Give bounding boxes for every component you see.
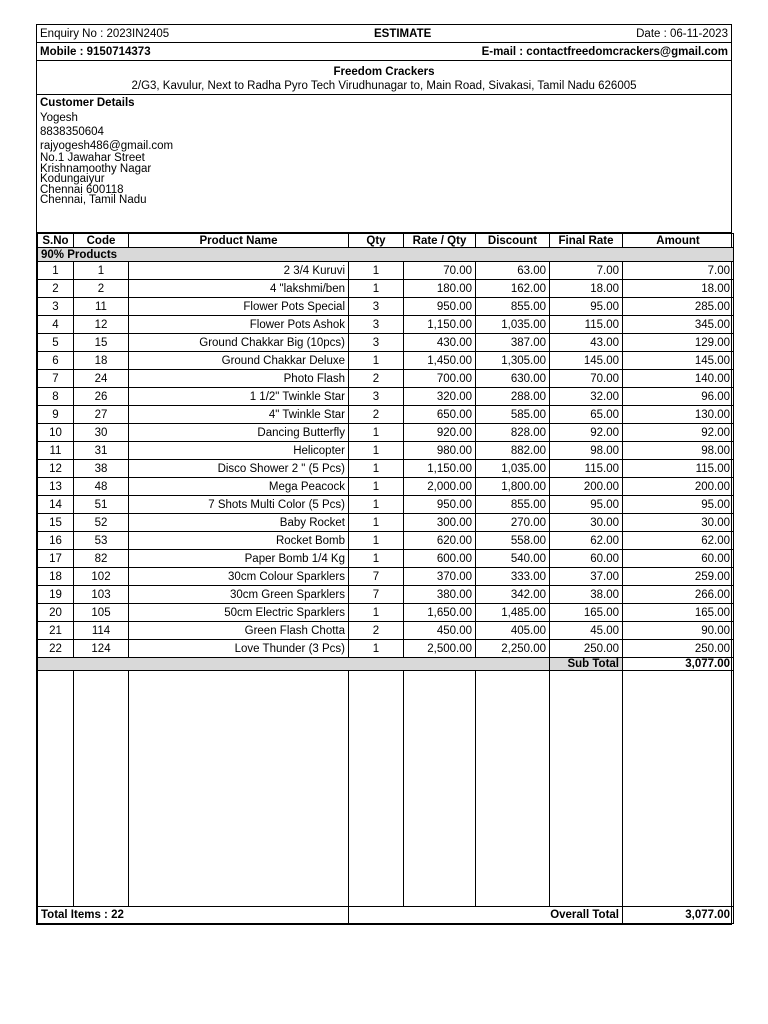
cell-discount: 585.00 [476,406,550,424]
cell-amount: 60.00 [623,550,734,568]
cell-discount: 828.00 [476,424,550,442]
cell-qty: 1 [349,640,404,658]
products-table-body [38,248,734,658]
document-title: ESTIMATE [373,27,432,40]
cell-rate: 950.00 [404,298,476,316]
customer-details [37,95,731,233]
table-row [38,478,734,496]
cell-product-name: 7 Shots Multi Color (5 Pcs) [129,496,349,514]
cell-final-rate: 60.00 [550,550,623,568]
cell-sno: 3 [38,298,74,316]
cell-final-rate: 70.00 [550,370,623,388]
cell-product-name: Paper Bomb 1/4 Kg [129,550,349,568]
subtotal-row [38,658,734,671]
table-row [38,298,734,316]
cell-discount: 342.00 [476,586,550,604]
table-row [38,406,734,424]
cell-code: 51 [74,496,129,514]
cell-amount: 7.00 [623,262,734,280]
cell-code: 82 [74,550,129,568]
cell-qty: 3 [349,334,404,352]
cell-sno: 4 [38,316,74,334]
cell-sno: 14 [38,496,74,514]
col-header-sno: S.No [38,234,74,248]
cell-rate: 320.00 [404,388,476,406]
cell-sno: 10 [38,424,74,442]
cell-amount: 115.00 [623,460,734,478]
cell-product-name: 30cm Green Sparklers [129,586,349,604]
cell-final-rate: 43.00 [550,334,623,352]
cell-final-rate: 65.00 [550,406,623,424]
cell-discount: 540.00 [476,550,550,568]
cell-code: 11 [74,298,129,316]
cell-sno: 22 [38,640,74,658]
cell-amount: 250.00 [623,640,734,658]
cell-qty: 1 [349,442,404,460]
cell-final-rate: 45.00 [550,622,623,640]
cell-code: 15 [74,334,129,352]
cell-discount: 630.00 [476,370,550,388]
cell-discount: 63.00 [476,262,550,280]
col-header-final-rate: Final Rate [550,234,623,248]
cell-qty: 1 [349,604,404,622]
cell-code: 102 [74,568,129,586]
cell-amount: 266.00 [623,586,734,604]
table-row [38,442,734,460]
cell-product-name: 4 "lakshmi/ben [129,280,349,298]
cell-rate: 1,450.00 [404,352,476,370]
category-row [38,248,734,262]
cell-code: 53 [74,532,129,550]
cell-code: 114 [74,622,129,640]
cell-final-rate: 98.00 [550,442,623,460]
table-row [38,586,734,604]
cell-code: 12 [74,316,129,334]
cell-discount: 855.00 [476,298,550,316]
cell-amount: 259.00 [623,568,734,586]
products-table [37,233,734,924]
cell-sno: 13 [38,478,74,496]
cell-rate: 620.00 [404,532,476,550]
cell-sno: 6 [38,352,74,370]
cell-product-name: 2 3/4 Kuruvi [129,262,349,280]
overall-total-value: 3,077.00 [623,907,734,924]
cell-rate: 700.00 [404,370,476,388]
cell-rate: 300.00 [404,514,476,532]
cell-amount: 145.00 [623,352,734,370]
table-row [38,316,734,334]
cell-code: 48 [74,478,129,496]
total-row [38,907,734,924]
cell-code: 1 [74,262,129,280]
cell-sno: 11 [38,442,74,460]
products-table-tail [38,658,734,924]
customer-address-line: Chennai, Tamil Nadu [40,194,147,206]
cell-qty: 1 [349,514,404,532]
cell-sno: 5 [38,334,74,352]
col-header-amount: Amount [623,234,734,248]
estimate-document [36,24,732,925]
cell-qty: 1 [349,262,404,280]
cell-qty: 7 [349,568,404,586]
cell-qty: 3 [349,298,404,316]
cell-final-rate: 115.00 [550,316,623,334]
cell-rate: 600.00 [404,550,476,568]
customer-name: Yogesh [40,112,78,124]
cell-product-name: Flower Pots Ashok [129,316,349,334]
cell-qty: 1 [349,478,404,496]
cell-code: 18 [74,352,129,370]
cell-code: 31 [74,442,129,460]
cell-product-name: Photo Flash [129,370,349,388]
cell-discount: 270.00 [476,514,550,532]
cell-qty: 1 [349,532,404,550]
table-row [38,550,734,568]
cell-product-name: Flower Pots Special [129,298,349,316]
customer-address-line: Krishnamoothy Nagar [40,162,152,175]
cell-discount: 162.00 [476,280,550,298]
customer-address-line: Kodungaiyur [40,173,105,185]
table-row [38,334,734,352]
empty-cell [349,671,404,907]
cell-product-name: Ground Chakkar Big (10pcs) [129,334,349,352]
col-header-product: Product Name [129,234,349,248]
cell-qty: 2 [349,370,404,388]
cell-qty: 3 [349,388,404,406]
category-label: 90% Products [38,248,734,262]
cell-product-name: 50cm Electric Sparklers [129,604,349,622]
cell-discount: 1,485.00 [476,604,550,622]
cell-final-rate: 37.00 [550,568,623,586]
cell-sno: 18 [38,568,74,586]
table-row [38,388,734,406]
cell-discount: 288.00 [476,388,550,406]
mobile-number: Mobile : 9150714373 [40,45,151,58]
cell-sno: 12 [38,460,74,478]
customer-title: Customer Details [40,97,135,109]
cell-amount: 285.00 [623,298,734,316]
table-row [38,514,734,532]
cell-discount: 1,035.00 [476,460,550,478]
customer-phone: 8838350604 [40,126,104,138]
cell-discount: 1,305.00 [476,352,550,370]
cell-rate: 950.00 [404,496,476,514]
cell-qty: 1 [349,352,404,370]
cell-amount: 96.00 [623,388,734,406]
cell-final-rate: 30.00 [550,514,623,532]
cell-rate: 1,150.00 [404,460,476,478]
cell-discount: 2,250.00 [476,640,550,658]
table-row [38,496,734,514]
cell-amount: 90.00 [623,622,734,640]
cell-discount: 1,035.00 [476,316,550,334]
cell-product-name: Rocket Bomb [129,532,349,550]
subtotal-label: Sub Total [550,658,623,671]
table-header-row [38,234,734,248]
cell-amount: 140.00 [623,370,734,388]
customer-address-line: No.1 Jawahar Street [40,152,145,164]
cell-amount: 62.00 [623,532,734,550]
estimate-date: Date : 06-11-2023 [636,27,728,40]
cell-discount: 558.00 [476,532,550,550]
empty-cell [476,671,550,907]
cell-final-rate: 38.00 [550,586,623,604]
cell-final-rate: 115.00 [550,460,623,478]
empty-cell [38,671,74,907]
company-name: Freedom Crackers [333,66,435,78]
cell-rate: 1,150.00 [404,316,476,334]
cell-sno: 17 [38,550,74,568]
cell-final-rate: 62.00 [550,532,623,550]
cell-final-rate: 18.00 [550,280,623,298]
cell-rate: 450.00 [404,622,476,640]
total-items: Total Items : 22 [38,907,349,924]
cell-qty: 2 [349,622,404,640]
cell-amount: 98.00 [623,442,734,460]
customer-address-line: Chennai 600118 [40,183,124,196]
enquiry-number: Enquiry No : 2023IN2405 [40,27,170,40]
cell-final-rate: 165.00 [550,604,623,622]
cell-discount: 855.00 [476,496,550,514]
cell-product-name: Helicopter [129,442,349,460]
cell-amount: 165.00 [623,604,734,622]
table-row [38,604,734,622]
cell-rate: 430.00 [404,334,476,352]
cell-product-name: Love Thunder (3 Pcs) [129,640,349,658]
cell-amount: 18.00 [623,280,734,298]
cell-amount: 345.00 [623,316,734,334]
cell-product-name: Green Flash Chotta [129,622,349,640]
contact-row [37,43,731,61]
cell-amount: 200.00 [623,478,734,496]
table-row [38,424,734,442]
empty-rows-area [38,671,734,907]
cell-sno: 15 [38,514,74,532]
cell-code: 105 [74,604,129,622]
cell-final-rate: 250.00 [550,640,623,658]
cell-sno: 19 [38,586,74,604]
cell-sno: 9 [38,406,74,424]
subtotal-spacer [38,658,550,671]
cell-sno: 20 [38,604,74,622]
col-header-discount: Discount [476,234,550,248]
cell-rate: 1,650.00 [404,604,476,622]
cell-rate: 650.00 [404,406,476,424]
cell-qty: 3 [349,316,404,334]
cell-discount: 882.00 [476,442,550,460]
cell-discount: 333.00 [476,568,550,586]
table-row [38,280,734,298]
cell-amount: 130.00 [623,406,734,424]
cell-discount: 1,800.00 [476,478,550,496]
cell-code: 103 [74,586,129,604]
cell-amount: 95.00 [623,496,734,514]
cell-product-name: Ground Chakkar Deluxe [129,352,349,370]
cell-sno: 8 [38,388,74,406]
cell-rate: 2,500.00 [404,640,476,658]
cell-final-rate: 92.00 [550,424,623,442]
table-row [38,370,734,388]
cell-product-name: Mega Peacock [129,478,349,496]
cell-sno: 7 [38,370,74,388]
empty-cell [129,671,349,907]
cell-amount: 129.00 [623,334,734,352]
cell-qty: 7 [349,586,404,604]
company-block [37,61,731,95]
cell-qty: 1 [349,280,404,298]
company-address: 2/G3, Kavulur, Next to Radha Pyro Tech Virudhunagar to, Main Road, Sivakasi, Tamil Nadu 626005 [131,80,637,92]
cell-sno: 21 [38,622,74,640]
cell-final-rate: 95.00 [550,496,623,514]
col-header-code: Code [74,234,129,248]
cell-rate: 920.00 [404,424,476,442]
cell-qty: 2 [349,406,404,424]
cell-rate: 380.00 [404,586,476,604]
cell-final-rate: 200.00 [550,478,623,496]
cell-product-name: Baby Rocket [129,514,349,532]
cell-product-name: 1 1/2" Twinkle Star [129,388,349,406]
cell-product-name: Dancing Butterfly [129,424,349,442]
cell-rate: 180.00 [404,280,476,298]
cell-code: 24 [74,370,129,388]
col-header-qty: Qty [349,234,404,248]
email-address: E-mail : contactfreedomcrackers@gmail.com [481,45,728,58]
cell-code: 124 [74,640,129,658]
cell-final-rate: 145.00 [550,352,623,370]
table-row [38,460,734,478]
cell-sno: 2 [38,280,74,298]
table-row [38,532,734,550]
cell-amount: 92.00 [623,424,734,442]
cell-product-name: 30cm Colour Sparklers [129,568,349,586]
cell-sno: 16 [38,532,74,550]
table-row [38,622,734,640]
overall-total-label: Overall Total [349,907,623,924]
cell-discount: 405.00 [476,622,550,640]
cell-qty: 1 [349,496,404,514]
cell-amount: 30.00 [623,514,734,532]
cell-rate: 980.00 [404,442,476,460]
cell-code: 52 [74,514,129,532]
empty-cell [404,671,476,907]
cell-rate: 2,000.00 [404,478,476,496]
cell-code: 27 [74,406,129,424]
cell-code: 30 [74,424,129,442]
empty-cell [74,671,129,907]
cell-qty: 1 [349,424,404,442]
cell-sno: 1 [38,262,74,280]
cell-final-rate: 32.00 [550,388,623,406]
cell-rate: 70.00 [404,262,476,280]
cell-qty: 1 [349,460,404,478]
table-row [38,568,734,586]
customer-email: rajyogesh486@gmail.com [40,140,174,152]
cell-discount: 387.00 [476,334,550,352]
col-header-rate: Rate / Qty [404,234,476,248]
cell-product-name: Disco Shower 2 " (5 Pcs) [129,460,349,478]
table-row [38,352,734,370]
cell-product-name: 4" Twinkle Star [129,406,349,424]
empty-cell [550,671,623,907]
cell-code: 38 [74,460,129,478]
subtotal-value: 3,077.00 [623,658,734,671]
cell-qty: 1 [349,550,404,568]
cell-code: 2 [74,280,129,298]
cell-rate: 370.00 [404,568,476,586]
table-row [38,262,734,280]
table-row [38,640,734,658]
header-row [37,25,731,43]
cell-final-rate: 7.00 [550,262,623,280]
cell-code: 26 [74,388,129,406]
empty-cell [623,671,734,907]
cell-final-rate: 95.00 [550,298,623,316]
